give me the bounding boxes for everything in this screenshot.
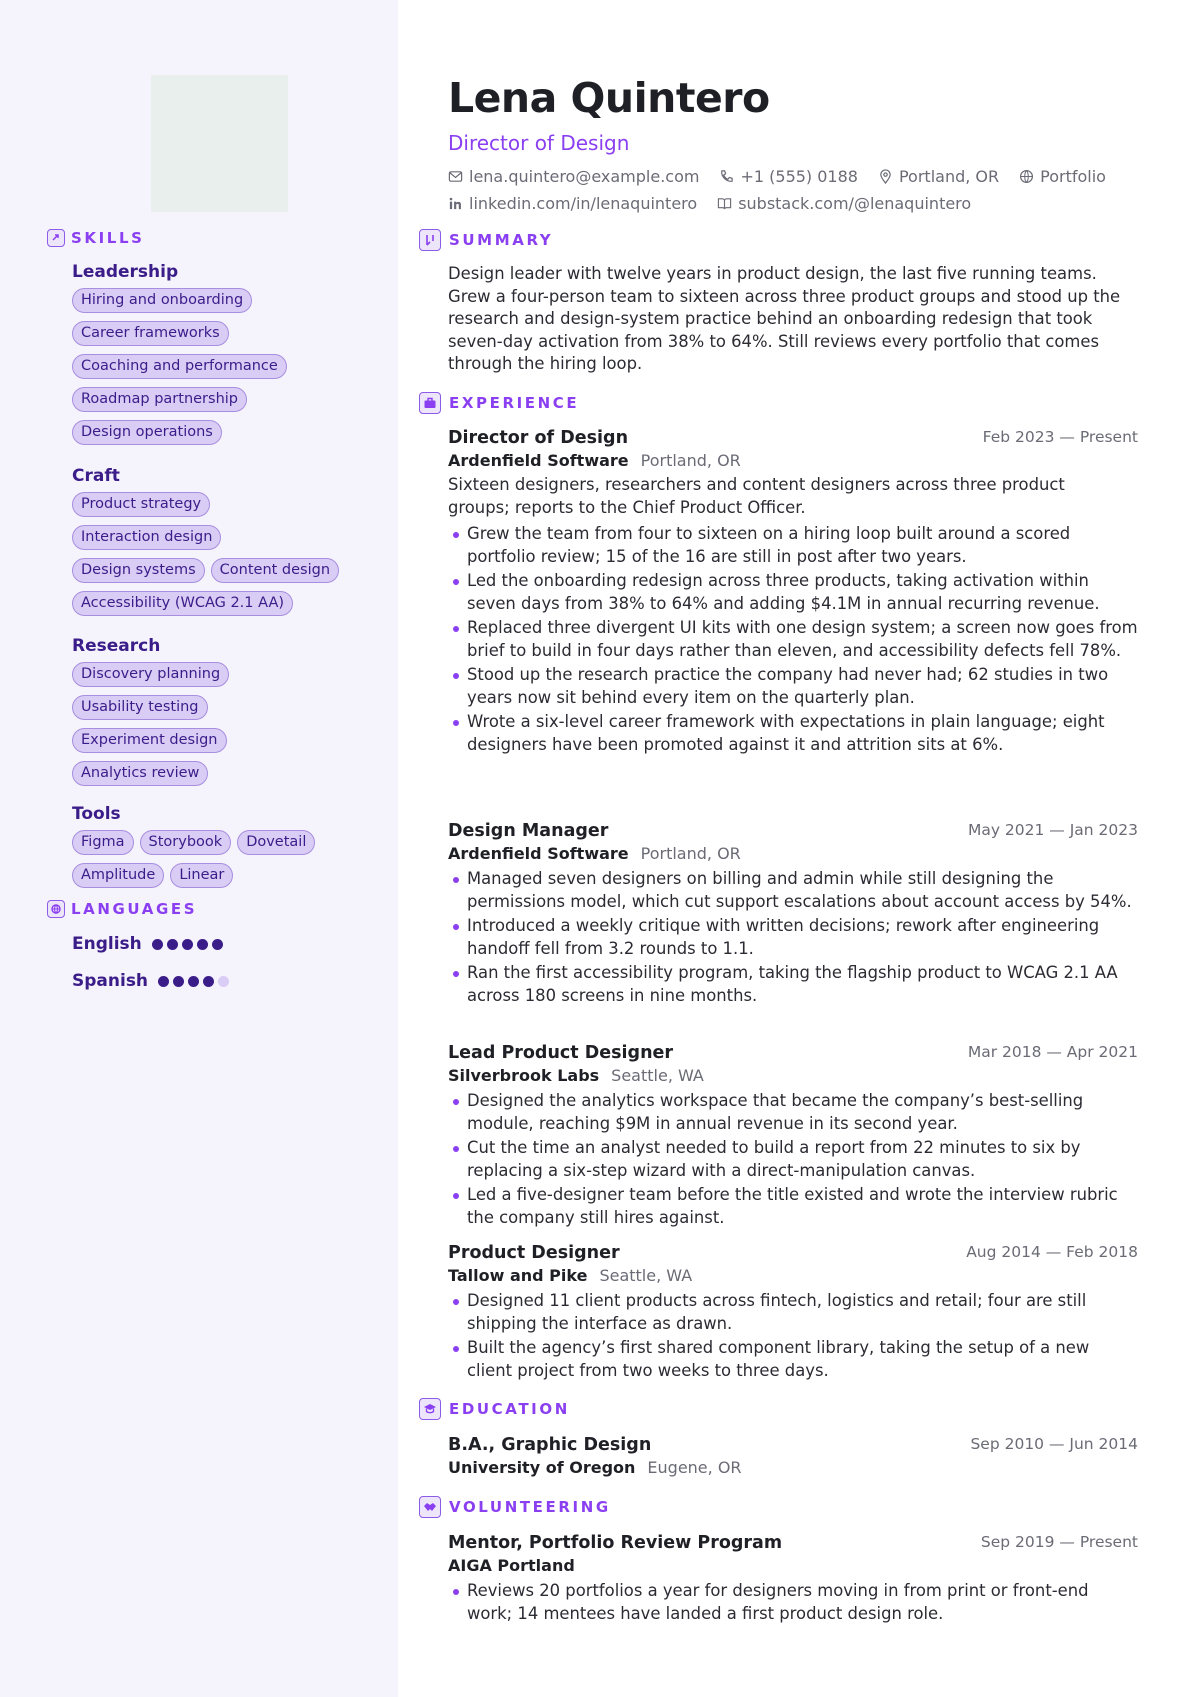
language-spanish [72,971,229,991]
skill-chip: Figma [72,830,134,855]
level-dot-filled [158,976,169,987]
bullet-item: Designed 11 client products across fintech, logistics and retail; four are still shipping the interface as drawn. [448,1290,1138,1335]
bullet-item: Managed seven designers on billing and admin while still designing the permissions model, which cut support escalations about account access by 54%. [448,868,1138,913]
skill-group-title: Tools [72,804,121,824]
education-title: EDUCATION [449,1400,570,1418]
skill-group-research [72,635,392,786]
job-org-line [448,1266,692,1285]
education-location: Eugene, OR [647,1458,742,1477]
substack-text: substack.com/@lenaquintero [738,194,972,213]
contact-row-1 [448,167,1106,186]
skill-chip: Amplitude [72,863,164,888]
bullet-item: Led the onboarding redesign across three products, taking activation within seven days from 38% to 64% and adding $4.1M in annual recurring revenue. [448,570,1138,615]
skills-icon [47,229,65,247]
level-dot-filled [152,939,163,950]
language-level-dots [152,939,223,950]
email-text: lena.quintero@example.com [469,167,700,186]
volunteer-role: Mentor, Portfolio Review Program [448,1533,783,1553]
job-org-line [448,844,741,863]
briefcase-icon [419,392,441,414]
skill-group-title: Craft [72,466,120,486]
sidebar [0,0,398,1697]
job-company: Silverbrook Labs [448,1066,600,1085]
job-title: Lead Product Designer [448,1043,674,1063]
job-date: May 2021 — Jan 2023 [967,821,1138,839]
bullet-item: Grew the team from four to sixteen on a hiring loop built around a scored portfolio review; 15 of the 16 are still in post after two years. [448,523,1138,568]
contact-portfolio[interactable] [1019,167,1106,186]
skill-chip: Design operations [72,420,222,445]
job-company: Ardenfield Software [448,844,629,863]
bullet-item: Wrote a six-level career framework with expectations in plain language; eight designers have been promoted against it and attrition sits at 6%. [448,711,1138,756]
contact-phone[interactable] [719,167,858,186]
summary-text: Design leader with twelve years in product design, the last five running teams. Grew a four-person team to sixteen across three product groups and stood up the research and design-system practice behind an onboarding redesign that took seven-day activation from 38% to 64%. Still reviews every portfolio that comes through the hiring loop. [448,264,1121,373]
skill-chip: Linear [170,863,233,888]
job-org-line [448,451,741,470]
education-org-line [448,1458,742,1477]
location-text: Portland, OR [898,167,1000,186]
contact-email[interactable] [448,167,699,186]
skill-chip: Interaction design [72,525,221,550]
education-date: Sep 2010 — Jun 2014 [970,1435,1138,1453]
language-english [72,934,223,954]
level-dot-filled [188,976,199,987]
level-dot-empty [218,976,229,987]
volunteer-org-line [448,1556,575,1575]
summary-title: SUMMARY [449,231,554,249]
education-degree: B.A., Graphic Design [448,1435,652,1455]
skills-title: SKILLS [71,229,145,247]
summary-icon [419,229,441,251]
volunteer-bullets [448,1580,1138,1627]
volunteer-date: Sep 2019 — Present [980,1533,1138,1551]
job-date: Feb 2023 — Present [982,428,1138,446]
portfolio-link: Portfolio [1040,167,1106,186]
contact-row-2 [448,194,971,213]
job-location: Seattle, WA [599,1266,693,1285]
job-location: Portland, OR [640,451,741,470]
education-heading [419,1398,570,1420]
skill-chip: Accessibility (WCAG 2.1 AA) [72,591,293,616]
language-level-dots [158,976,229,987]
graduation-cap-icon [419,1398,441,1420]
bullet-item: Built the agency’s first shared component library, taking the setup of a new client project from two weeks to three days. [448,1337,1138,1382]
skill-group-craft [72,465,392,616]
languages-icon [47,900,65,918]
phone-icon [719,169,734,184]
skill-group-title: Leadership [72,262,179,282]
job-description: Sixteen designers, researchers and content designers across three product groups; reports to the Chief Product Officer. [448,475,1065,517]
skill-chip: Coaching and performance [72,354,287,379]
phone-text: +1 (555) 0188 [740,167,858,186]
bullet-item: Designed the analytics workspace that became the company’s best-selling module, reaching $9M in annual revenue in its second year. [448,1090,1138,1135]
level-dot-filled [203,976,214,987]
volunteering-title: VOLUNTEERING [449,1498,611,1516]
language-name: Spanish [72,971,149,991]
handshake-icon [419,1496,441,1518]
skill-chip: Usability testing [72,695,208,720]
level-dot-filled [173,976,184,987]
bullet-item: Ran the first accessibility program, taking the flagship product to WCAG 2.1 AA across 180 screens in nine months. [448,962,1138,1007]
linkedin-text: linkedin.com/in/lenaquintero [469,194,698,213]
education-school: University of Oregon [448,1458,636,1477]
volunteer-org: AIGA Portland [448,1556,575,1575]
skill-group-tools [72,803,392,888]
language-name: English [72,934,142,954]
job-date: Aug 2014 — Feb 2018 [966,1243,1138,1261]
job-bullets [448,868,1138,1009]
skill-chip: Roadmap partnership [72,387,247,412]
main-content [398,0,1200,1697]
skill-chip: Content design [211,558,339,583]
bullet-item: Replaced three divergent UI kits with one design system; a screen now goes from brief to build in four days rather than eleven, and accessibility defects fell 78%. [448,617,1138,662]
bullet-item: Stood up the research practice the company had never had; 62 studies in two years now sit behind every item on the quarterly plan. [448,664,1138,709]
bullet-item: Reviews 20 portfolios a year for designers moving in from print or front-end work; 14 mentees have landed a first product design role. [448,1580,1138,1625]
job-company: Tallow and Pike [448,1266,588,1285]
contact-location [878,167,999,186]
level-dot-filled [182,939,193,950]
candidate-role: Director of Design [448,131,630,155]
map-pin-icon [878,169,893,184]
languages-heading [47,900,197,918]
languages-title: LANGUAGES [71,900,198,918]
bullet-item: Cut the time an analyst needed to build a report from 22 minutes to six by replacing a six-step wizard with a direct-manipulation canvas. [448,1137,1138,1182]
volunteering-heading [419,1496,611,1518]
skill-chip: Design systems [72,558,205,583]
job-location: Seattle, WA [611,1066,704,1085]
level-dot-filled [197,939,208,950]
job-bullets [448,523,1138,758]
job-bullets [448,1290,1138,1384]
job-title: Design Manager [448,821,609,841]
book-icon [717,196,732,211]
skills-heading [47,229,145,247]
skill-chip: Dovetail [237,830,315,855]
job-bullets [448,1090,1138,1231]
experience-heading [419,392,579,414]
job-title: Product Designer [448,1243,620,1263]
job-company: Ardenfield Software [448,451,629,470]
skill-chip: Analytics review [72,761,208,786]
skill-chip: Career frameworks [72,321,229,346]
summary-heading [419,229,553,251]
skill-chip: Discovery planning [72,662,229,687]
candidate-name: Lena Quintero [448,74,770,122]
skill-chip: Product strategy [72,492,210,517]
job-location: Portland, OR [640,844,741,863]
job-date: Mar 2018 — Apr 2021 [967,1043,1138,1061]
level-dot-filled [212,939,223,950]
job-org-line [448,1066,704,1085]
skill-group-leadership [72,261,392,445]
job-title: Director of Design [448,428,629,448]
level-dot-filled [167,939,178,950]
bullet-item: Introduced a weekly critique with written decisions; rework after engineering handoff fell from 3.2 rounds to 1.1. [448,915,1138,960]
experience-title: EXPERIENCE [449,394,580,412]
profile-photo [151,75,288,212]
bullet-item: Led a five-designer team before the title existed and wrote the interview rubric the company still hires against. [448,1184,1138,1229]
globe-icon [1019,169,1034,184]
mail-icon [448,169,463,184]
contact-substack[interactable] [717,194,971,213]
skill-chip: Experiment design [72,728,227,753]
skill-chip: Hiring and onboarding [72,288,252,313]
skill-group-title: Research [72,636,161,656]
contact-linkedin[interactable] [448,194,697,213]
linkedin-icon [448,196,463,211]
skill-chip: Storybook [140,830,232,855]
